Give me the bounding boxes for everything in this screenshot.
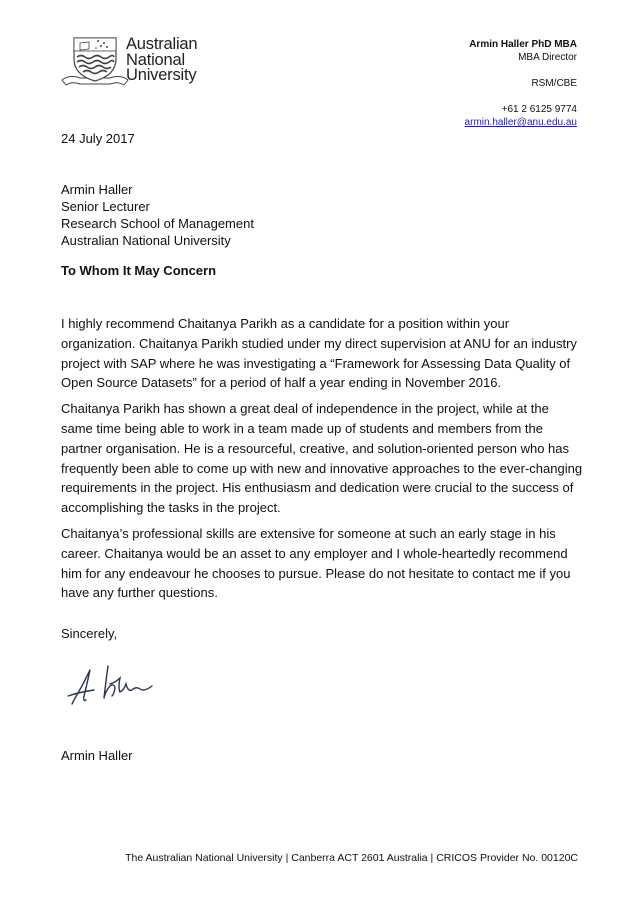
sender-phone: +61 2 6125 9774: [501, 104, 577, 115]
letter-body: [61, 314, 583, 609]
wordmark-line-1: Australian: [126, 35, 198, 53]
recipient-block: [61, 181, 254, 249]
sender-email-link[interactable]: armin.haller@anu.edu.au: [464, 117, 577, 128]
body-paragraph: Chaitanya Parikh has shown a great deal of independence in the project, while at the same time being able to work in a team made up of students and members from the partner organisation. He is a resourceful, creative, and solution-oriented person who has frequently been able to come up with new and innovative approaches to the ever-changing requirements in the project. His enthusiasm and dedication were crucial to the success of accomplishing the tasks in the project.: [61, 401, 583, 516]
letter-subject: To Whom It May Concern: [61, 263, 217, 278]
sender-role: MBA Director: [518, 52, 577, 63]
wordmark-line-2: National: [126, 50, 185, 69]
recipient-line: Senior Lecturer: [61, 199, 150, 214]
recipient-line: Research School of Management: [61, 216, 254, 231]
recipient-line: Armin Haller: [61, 182, 133, 197]
wordmark-line-3: University: [126, 66, 197, 84]
body-paragraph: I highly recommend Chaitanya Parikh as a candidate for a position within your organization. Chaitanya Parikh studied under my direct supervision at ANU for an industry project with SAP where he was investigating a “Framework for Assessing Data Quality of Open Source Datasets” for a period of half a year ending in November 2016.: [61, 316, 577, 391]
sender-department: RSM/CBE: [531, 78, 577, 89]
sender-name: Armin Haller PhD MBA: [469, 39, 577, 50]
letter-date: 24 July 2017: [61, 131, 135, 146]
handwritten-signature: [60, 656, 160, 712]
university-wordmark: [126, 37, 197, 84]
signer-name: Armin Haller: [61, 748, 133, 763]
body-paragraph: Chaitanya’s professional skills are extensive for someone at such an early stage in his career. Chaitanya would be an asset to any employer and I whole-heartedly recommend him for any endeavour he chooses to pursue. Please do not hesitate to contact me if you have any further questions.: [61, 525, 571, 601]
recipient-line: Australian National University: [61, 233, 231, 248]
sender-contact-block: [465, 38, 577, 129]
closing-salutation: Sincerely,: [61, 626, 118, 641]
page-footer: The Australian National University | Canberra ACT 2601 Australia | CRICOS Provider No. 00120C: [125, 852, 578, 864]
